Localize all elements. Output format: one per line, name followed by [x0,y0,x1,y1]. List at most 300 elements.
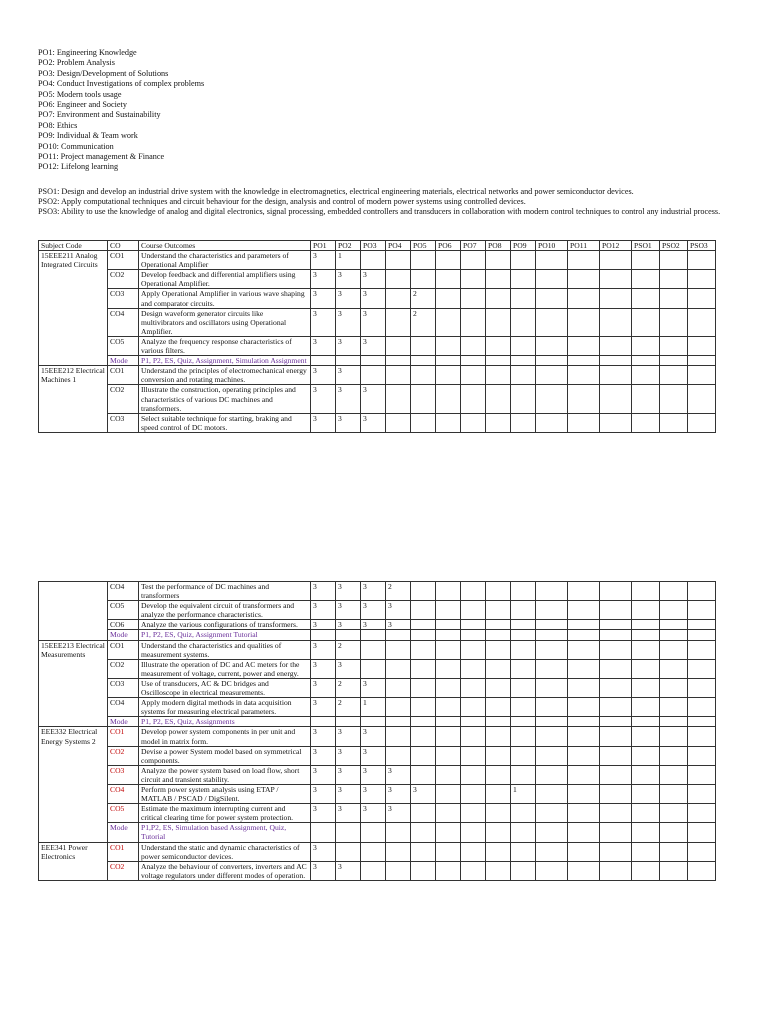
mapping-cell [486,698,511,717]
mapping-cell: 3 [311,746,336,765]
mapping-cell [436,366,461,385]
mapping-cell [632,678,660,697]
course-outcome-text: P1,P2, ES, Simulation based Assignment, Quiz, Tutorial [139,823,311,842]
mapping-cell [568,620,600,630]
mapping-cell [486,823,511,842]
mapping-cell [660,251,688,270]
mapping-cell [511,308,536,336]
mapping-cell [461,289,486,308]
mapping-cell [536,356,568,366]
mapping-cell [632,601,660,620]
mapping-cell [688,289,716,308]
co-cell: CO3 [108,289,139,308]
mapping-cell [536,842,568,861]
mapping-cell [486,678,511,697]
mapping-cell [511,413,536,432]
mapping-cell [486,861,511,880]
column-header: Course Outcomes [139,241,311,251]
mapping-cell [536,717,568,727]
course-outcome-text: P1, P2, ES, Quiz, Assignment, Simulation Assignment [139,356,311,366]
mapping-cell [486,413,511,432]
mapping-cell [536,765,568,784]
co-cell: Mode [108,356,139,366]
mapping-cell [386,356,411,366]
mapping-cell [688,270,716,289]
mapping-cell [386,270,411,289]
mapping-cell [486,727,511,746]
course-outcome-text: Analyze the power system based on load flow, short circuit and transient stability. [139,765,311,784]
mapping-cell [600,385,632,413]
co-cell: CO4 [108,308,139,336]
column-header: PO7 [461,241,486,251]
mapping-cell [461,678,486,697]
mapping-cell [486,582,511,601]
mapping-cell [688,385,716,413]
mapping-cell [386,289,411,308]
mapping-cell [660,727,688,746]
mapping-cell [411,601,436,620]
mapping-cell: 3 [311,804,336,823]
program-outcome-item: PO5: Modern tools usage [38,89,122,99]
course-outcome-text: Develop the equivalent circuit of transformers and analyze the performance characteristics. [139,601,311,620]
subject-code-cell: EEE332 Electrical Energy Systems 2 [39,727,108,842]
program-specific-outcome-item: PSO2: Apply computational techniques and circuit behaviour for the design, analysis and control of modern power systems using controlled devices. [38,197,526,207]
mapping-cell [536,640,568,659]
mapping-cell: 2 [386,582,411,601]
course-outcome-text: Select suitable technique for starting, braking and speed control of DC motors. [139,413,311,432]
mapping-cell: 3 [361,582,386,601]
mapping-cell [632,336,660,355]
table-row [39,640,716,659]
mapping-cell [461,620,486,630]
mapping-cell [688,630,716,640]
mapping-cell [511,678,536,697]
mapping-cell: 3 [336,620,361,630]
table-row [39,823,716,842]
co-cell: CO5 [108,336,139,355]
mapping-cell [411,861,436,880]
mapping-cell: 3 [336,582,361,601]
mapping-cell [361,640,386,659]
mapping-cell [461,842,486,861]
mapping-cell: 3 [311,784,336,803]
mapping-cell [436,385,461,413]
mapping-cell: 3 [361,385,386,413]
column-header: PSO2 [660,241,688,251]
mapping-cell: 3 [336,308,361,336]
mapping-cell [660,746,688,765]
mapping-cell [511,289,536,308]
mapping-cell [600,678,632,697]
mapping-cell [411,698,436,717]
mapping-cell: 2 [336,698,361,717]
course-outcome-text: P1, P2, ES, Quiz, Assignments [139,717,311,727]
mapping-cell [660,678,688,697]
mapping-cell: 3 [336,659,361,678]
mapping-cell [361,659,386,678]
mapping-cell [311,717,336,727]
mapping-cell [600,765,632,784]
mapping-cell [386,842,411,861]
co-cell: CO3 [108,678,139,697]
mapping-cell [688,804,716,823]
table-row [39,842,716,861]
mapping-cell: 3 [311,385,336,413]
mapping-cell [568,640,600,659]
mapping-cell [411,727,436,746]
program-specific-outcome-item: PSO1: Design and develop an industrial drive system with the knowledge in electromagnetics, electrical engineering materials, electrical networks and power semiconductor devices. [38,187,634,196]
mapping-cell [436,582,461,601]
mapping-cell [411,746,436,765]
program-outcome-item: PO8: Ethics [38,120,78,130]
mapping-cell [688,620,716,630]
mapping-cell [600,842,632,861]
course-outcome-text: Develop power system components in per unit and model in matrix form. [139,727,311,746]
mapping-cell: 3 [386,804,411,823]
mapping-cell [688,727,716,746]
mapping-cell [632,640,660,659]
mapping-cell [436,746,461,765]
mapping-cell [411,251,436,270]
mapping-cell [600,823,632,842]
mapping-cell [632,289,660,308]
mapping-cell [568,842,600,861]
mapping-cell [486,270,511,289]
mapping-cell [461,784,486,803]
mapping-cell [568,601,600,620]
mapping-cell [660,659,688,678]
column-header: PO5 [411,241,436,251]
mapping-cell [461,582,486,601]
table-row [39,784,716,803]
mapping-cell [688,861,716,880]
column-header: PSO3 [688,241,716,251]
mapping-cell [436,620,461,630]
mapping-cell [688,640,716,659]
table-row [39,717,716,727]
mapping-cell [386,413,411,432]
mapping-cell [486,620,511,630]
mapping-cell [436,630,461,640]
mapping-cell [568,804,600,823]
mapping-cell [411,678,436,697]
mapping-cell: 3 [386,620,411,630]
co-cell: CO5 [108,804,139,823]
mapping-cell [536,630,568,640]
mapping-cell [600,630,632,640]
co-cell: CO4 [108,698,139,717]
mapping-cell [600,727,632,746]
mapping-cell [511,698,536,717]
mapping-cell [461,746,486,765]
mapping-cell [632,659,660,678]
course-outcome-text: Understand the principles of electromechanical energy conversion and rotating machines. [139,366,311,385]
mapping-cell [600,640,632,659]
mapping-cell [600,366,632,385]
mapping-cell: 3 [361,601,386,620]
mapping-cell: 3 [336,861,361,880]
co-cell: CO3 [108,413,139,432]
mapping-cell [386,678,411,697]
mapping-cell [568,823,600,842]
program-specific-outcome-item: PSO3: Ability to use the knowledge of analog and digital electronics, signal processing, embedded controllers and transducers in collaboration with modern control techniques to control any industrial process. [38,207,721,217]
course-outcome-text: Use of transducers, AC & DC bridges and Oscilloscope in electrical measurements. [139,678,311,697]
mapping-cell [511,336,536,355]
mapping-cell [511,251,536,270]
mapping-cell [632,385,660,413]
mapping-cell [600,582,632,601]
mapping-cell [436,270,461,289]
mapping-cell [600,620,632,630]
mapping-cell [568,582,600,601]
mapping-cell [411,366,436,385]
mapping-cell [632,356,660,366]
mapping-cell [632,308,660,336]
mapping-cell [461,804,486,823]
course-outcome-text: Analyze the frequency response characteristics of various filters. [139,336,311,355]
mapping-cell [436,336,461,355]
table-row [39,582,716,601]
mapping-cell: 2 [336,678,361,697]
column-header: PO12 [600,241,632,251]
mapping-cell [461,640,486,659]
course-outcome-text: Design waveform generator circuits like multivibrators and oscillators using Operational Amplifier. [139,308,311,336]
course-outcomes-table-1 [38,240,716,433]
mapping-cell: 3 [386,784,411,803]
mapping-cell: 3 [311,765,336,784]
program-outcome-item: PO3: Design/Development of Solutions [38,68,169,78]
mapping-cell [511,823,536,842]
mapping-cell [411,582,436,601]
mapping-cell [386,823,411,842]
mapping-cell [632,620,660,630]
mapping-cell: 3 [336,727,361,746]
mapping-cell [536,746,568,765]
mapping-cell [336,842,361,861]
table-row [39,727,716,746]
mapping-cell [568,698,600,717]
mapping-cell: 3 [311,842,336,861]
mapping-cell [600,804,632,823]
program-outcome-item: PO9: Individual & Team work [38,131,138,141]
mapping-cell [486,804,511,823]
mapping-cell [568,678,600,697]
mapping-cell [660,270,688,289]
co-cell: CO3 [108,765,139,784]
mapping-cell [486,746,511,765]
table-row [39,630,716,640]
column-header: Subject Code [39,241,108,251]
mapping-cell [600,289,632,308]
mapping-cell: 3 [361,308,386,336]
mapping-cell [632,842,660,861]
table-row [39,659,716,678]
mapping-cell [386,308,411,336]
mapping-cell [311,823,336,842]
mapping-cell: 3 [386,765,411,784]
mapping-cell [568,746,600,765]
mapping-cell [688,413,716,432]
co-cell: CO2 [108,746,139,765]
program-outcome-item: PO6: Engineer and Society [38,100,127,110]
mapping-cell [511,640,536,659]
mapping-cell [536,289,568,308]
subject-code-cell: 15EEE213 Electrical Measurements [39,640,108,727]
co-cell: CO6 [108,620,139,630]
mapping-cell [568,861,600,880]
table-row [39,620,716,630]
mapping-cell [632,366,660,385]
program-outcome-item: PO12: Lifelong learning [38,162,119,172]
mapping-cell [361,251,386,270]
mapping-cell [361,823,386,842]
mapping-cell: 3 [311,251,336,270]
mapping-cell [568,765,600,784]
mapping-cell [436,823,461,842]
mapping-cell [688,251,716,270]
mapping-cell [436,727,461,746]
co-cell: CO2 [108,659,139,678]
mapping-cell [688,765,716,784]
mapping-cell [536,861,568,880]
mapping-cell [411,356,436,366]
mapping-cell [632,698,660,717]
mapping-cell [411,842,436,861]
mapping-cell [486,784,511,803]
mapping-cell [632,804,660,823]
table-row [39,270,716,289]
mapping-cell [436,413,461,432]
mapping-cell [660,765,688,784]
mapping-cell [461,727,486,746]
column-header: PSO1 [632,241,660,251]
mapping-cell [486,640,511,659]
subject-code-cell [39,582,108,641]
mapping-cell [461,385,486,413]
subject-code-cell: 15EEE212 Electrical Machines 1 [39,366,108,433]
mapping-cell: 3 [336,289,361,308]
mapping-cell [536,620,568,630]
mapping-cell: 3 [361,678,386,697]
mapping-cell [486,336,511,355]
mapping-cell [600,746,632,765]
mapping-cell [568,630,600,640]
mapping-cell: 3 [311,640,336,659]
mapping-cell [461,717,486,727]
mapping-cell [511,270,536,289]
mapping-cell [632,251,660,270]
mapping-cell: 3 [336,765,361,784]
mapping-cell [511,630,536,640]
table-row [39,385,716,413]
mapping-cell: 3 [336,385,361,413]
mapping-cell [436,678,461,697]
mapping-cell [386,746,411,765]
mapping-cell: 3 [361,620,386,630]
course-outcome-text: Understand the static and dynamic characteristics of power semiconductor devices. [139,842,311,861]
mapping-cell [660,413,688,432]
mapping-cell [411,385,436,413]
mapping-cell: 3 [311,620,336,630]
course-outcomes-table-2 [38,581,716,881]
mapping-cell [632,765,660,784]
co-cell: CO2 [108,385,139,413]
mapping-cell: 3 [311,289,336,308]
mapping-cell [361,366,386,385]
column-header: PO4 [386,241,411,251]
mapping-cell [386,640,411,659]
mapping-cell: 3 [311,861,336,880]
mapping-cell [486,601,511,620]
mapping-cell [511,804,536,823]
mapping-cell: 3 [311,308,336,336]
table-row [39,413,716,432]
subject-code-cell: 15EEE211 Analog Integrated Circuits [39,251,108,366]
mapping-cell [632,746,660,765]
co-cell: CO2 [108,270,139,289]
mapping-cell: 3 [336,746,361,765]
mapping-cell [486,765,511,784]
mapping-cell: 3 [336,784,361,803]
mapping-cell [660,620,688,630]
course-outcome-text: Develop feedback and differential amplifiers using Operational Amplifier. [139,270,311,289]
course-outcome-text: Devise a power System model based on symmetrical components. [139,746,311,765]
mapping-cell [568,270,600,289]
mapping-cell [511,842,536,861]
mapping-cell [600,784,632,803]
mapping-cell [461,861,486,880]
table-row [39,366,716,385]
course-outcome-text: Test the performance of DC machines and transformers [139,582,311,601]
program-outcome-item: PO1: Engineering Knowledge [38,48,137,57]
column-header: PO10 [536,241,568,251]
mapping-cell [411,640,436,659]
mapping-cell: 3 [336,270,361,289]
mapping-cell [436,308,461,336]
mapping-cell: 3 [311,698,336,717]
mapping-cell [660,385,688,413]
mapping-cell: 3 [336,804,361,823]
co-cell: CO4 [108,582,139,601]
mapping-cell [660,630,688,640]
co-cell: CO1 [108,251,139,270]
mapping-cell [436,717,461,727]
mapping-cell [386,659,411,678]
mapping-cell [436,251,461,270]
mapping-cell [688,356,716,366]
mapping-cell [600,251,632,270]
mapping-cell [568,336,600,355]
mapping-cell [632,823,660,842]
mapping-cell [600,270,632,289]
mapping-cell [461,251,486,270]
mapping-cell [461,659,486,678]
column-header: PO1 [311,241,336,251]
mapping-cell: 2 [336,640,361,659]
course-outcome-text: P1, P2, ES, Quiz, Assignment Tutorial [139,630,311,640]
mapping-cell [536,698,568,717]
mapping-cell [386,336,411,355]
mapping-cell [536,308,568,336]
mapping-cell [536,413,568,432]
mapping-cell [386,251,411,270]
mapping-cell [632,727,660,746]
co-cell: Mode [108,717,139,727]
mapping-cell [660,356,688,366]
mapping-cell: 3 [311,336,336,355]
mapping-cell [568,366,600,385]
mapping-cell [411,659,436,678]
